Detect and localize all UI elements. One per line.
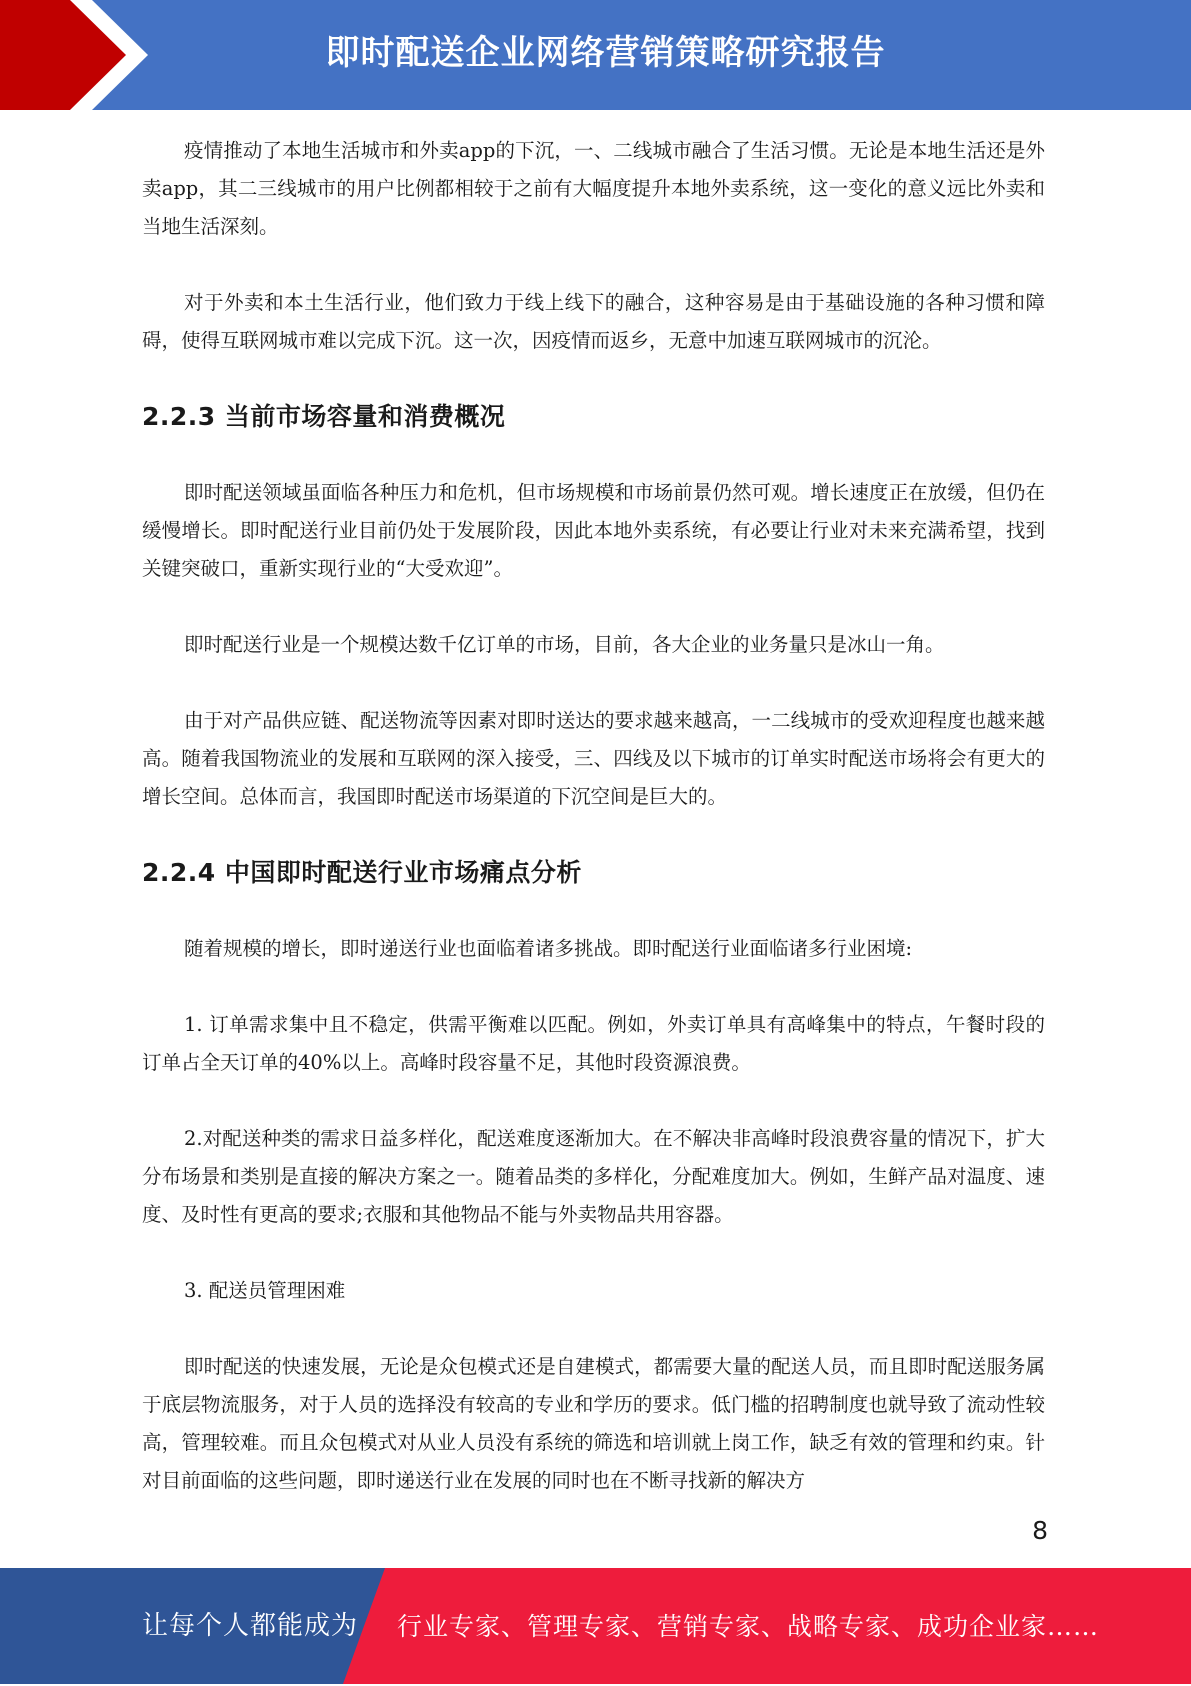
page-footer (0, 1568, 1191, 1684)
report-title: 即时配送企业网络营销策略研究报告 (325, 33, 886, 73)
paragraph-8: 2.对配送种类的需求日益多样化，配送难度逐渐加大。在不解决非高峰时段浪费容量的情况下，扩大分布场景和类别是直接的解决方案之一。随着品类的多样化，分配难度加大。例如，生鲜产品对温度、速度、及时性有更高的要求;衣服和其他物品不能与外卖物品共用容器。 (142, 1127, 1045, 1226)
page-body (142, 132, 1045, 1500)
paragraph-1: 疫情推动了本地生活城市和外卖app的下沉，一、二线城市融合了生活习惯。无论是本地生活还是外卖app，其二三线城市的用户比例都相较于之前有大幅度提升本地外卖系统，这一变化的意义远比外卖和当地生活深刻。 (142, 139, 1045, 238)
page-number: 8 (1032, 1516, 1048, 1545)
section-heading-2-2-3: 2.2.3 当前市场容量和消费概况 (142, 402, 506, 431)
page-header (0, 0, 1191, 110)
paragraph-2: 对于外卖和本土生活行业，他们致力于线上线下的融合，这种容易是由于基础设施的各种习惯和障碍，使得互联网城市难以完成下沉。这一次，因疫情而返乡，无意中加速互联网城市的沉沦。 (142, 291, 1045, 352)
paragraph-3: 即时配送领域虽面临各种压力和危机，但市场规模和市场前景仍然可观。增长速度正在放缓，但仍在缓慢增长。即时配送行业目前仍处于发展阶段，因此本地外卖系统，有必要让行业对未来充满希望，找到关键突破口，重新实现行业的“大受欢迎”。 (142, 481, 1045, 580)
paragraph-10: 即时配送的快速发展，无论是众包模式还是自建模式，都需要大量的配送人员，而且即时配送服务属于底层物流服务，对于人员的选择没有较高的专业和学历的要求。低门槛的招聘制度也就导致了流动性较高，管理较难。而且众包模式对从业人员没有系统的筛选和培训就上岗工作，缺乏有效的管理和约束。针对目前面临的这些问题，即时递送行业在发展的同时也在不断寻找新的解决方 (142, 1355, 1045, 1492)
section-heading-2-2-4: 2.2.4 中国即时配送行业市场痛点分析 (142, 858, 582, 887)
paragraph-5: 由于对产品供应链、配送物流等因素对即时送达的要求越来越高，一二线城市的受欢迎程度也越来越高。随着我国物流业的发展和互联网的深入接受，三、四线及以下城市的订单实时配送市场将会有更大的增长空间。总体而言，我国即时配送市场渠道的下沉空间是巨大的。 (142, 709, 1045, 808)
footer-slogan-left: 让每个人都能成为 (142, 1611, 359, 1641)
paragraph-9: 3. 配送员管理困难 (184, 1279, 346, 1302)
paragraph-4: 即时配送行业是一个规模达数千亿订单的市场，目前，各大企业的业务量只是冰山一角。 (184, 633, 945, 656)
footer-slogan-right: 行业专家、管理专家、营销专家、战略专家、成功企业家…… (397, 1612, 1100, 1641)
paragraph-7: 1. 订单需求集中且不稳定，供需平衡难以匹配。例如，外卖订单具有高峰集中的特点，午餐时段的订单占全天订单的40%以上。高峰时段容量不足，其他时段资源浪费。 (142, 1013, 1045, 1074)
paragraph-6: 随着规模的增长，即时递送行业也面临着诸多挑战。即时配送行业面临诸多行业困境: (184, 937, 913, 960)
